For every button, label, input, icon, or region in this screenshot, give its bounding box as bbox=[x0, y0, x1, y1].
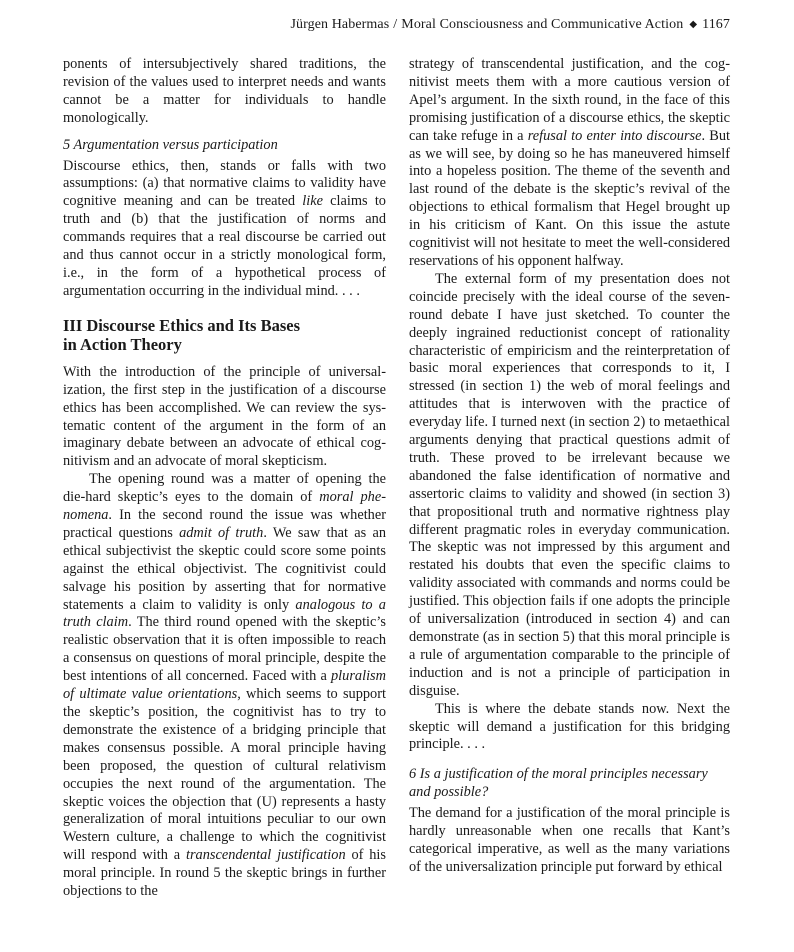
section-title: III Discourse Ethics and Its Bases in Action Theory bbox=[63, 315, 300, 354]
paragraph-external-form: The external form of my presentation does not coincide precisely with the ideal course of the seven-round debate I have just sketched. To counter the deeply ingrained reductionist concept of rationality characteristic of empiricism and the reinterpretation of basic moral experiences that corresponds to it, I stressed (in section 1) the web of moral feelings and attitudes that is interwoven with the practice of everyday life. I turned next (in section 2) to metaethical arguments denying that practical questions admit of truth. These proved to be irrelevant because we abandoned the false identification of normative and assertoric claims to validity and showed (in section 3) that propositional truth and normative rightness play different pragmatic roles in everyday communication. The skeptic was not impressed by this argument and restated his doubts that even the specific claims to validity associated with commands and norms could be justified. This objection fails if one adopts the principle of universalization (introduced in section 4) and can demonstrate (as in section 5) that this moral principle is a rule of argumentation comparable to the principle of induction and is not a principle of participation in disguise. bbox=[409, 270, 730, 699]
subsection-heading-6: 6 Is a justification of the moral principles necessary and possible? bbox=[409, 766, 708, 801]
paragraph-discourse-ethics: Discourse ethics, then, stands or falls with two assumptions: (a) that normative claims to validity have cognitive meaning and can be treated like claims to truth and (b) that the justification of norms and commands requires that a real discourse be carried out and thus cannot occur in a strictly monological form, i.e., in the form of a hypothetical process of argumentation occurring in the individual mind. . . . bbox=[63, 157, 386, 299]
right-column bbox=[409, 56, 730, 877]
header-title: Moral Consciousness and Communicative Action bbox=[401, 17, 684, 32]
paragraph-continuation: ponents of intersubjectively shared traditions, the revision of the values used to interpret needs and wants cannot be a matter for individuals to handle monologically. bbox=[63, 56, 386, 126]
running-header bbox=[290, 17, 730, 33]
paragraph-debate-stands: This is where the debate stands now. Next the skeptic will demand a justification for this bridging principle. . . . bbox=[409, 700, 730, 753]
paragraph-opening-round: The opening round was a matter of opening the die-hard skeptic’s eyes to the domain of moral phenomena. In the second round the issue was whether practical questions admit of truth. We saw that as an ethical subjectivist the skeptic could score some points against the ethical objectivist. The cognitivist could salvage his position by asserting that for normative statements a claim to validity is only analogous to a truth claim. The third round opened with the skeptic’s realistic observation that it is often impossible to reach a consensus on questions of moral principle, despite the best intentions of all concerned. Faced with a pluralism of ultimate value orientations, which seems to support the skeptic’s position, the cognitivist has to try to demonstrate the existence of a bridging principle that makes consensus possible. A moral principle having been proposed, the question of cultural relativism occupies the next round of the argumentation. The skeptic voices the objection that (U) represents a hasty generalization of moral intuitions peculiar to our own Western culture, a challenge to which the cognitivist will respond with a transcendental justification of his moral principle. In round 5 the skeptic brings in further objections to the bbox=[63, 471, 387, 900]
paragraph-demand-justification: The demand for a justification of the moral principle is hardly unreasonable when one recalls that Kant’s categorical imperative, as well as the many variations of the universalization principle put forward by ethical bbox=[409, 805, 730, 875]
paragraph-universalization: With the introduction of the principle of universalization, the first step in the justification of a discourse ethics has been accomplished. We can review the systematic content of the argument in the form of an imaginary debate between an advocate of ethical cognitivism and an advocate of moral skepticism. bbox=[63, 363, 386, 470]
header-separator: / bbox=[393, 17, 398, 32]
header-author: Jürgen Habermas bbox=[290, 17, 390, 32]
paragraph-transcendental-strategy: strategy of transcendental justification, and the cognitivist meets them with a more cautious version of Apel’s argument. In the sixth round, in the face of this promising justification of a discourse ethics, the skeptic can take refuge in a refusal to enter into discourse. But as we will see, by doing so he has maneuvered himself into a hopeless position. The theme of the seventh and last round of the debate is the skeptic’s revival of the objections to ethical formalism that Hegel brought up in his criticism of Kant. On this issue the astute cognitivist will not hesitate to meet the well-considered reservations of his opponent halfway. bbox=[409, 56, 730, 269]
left-column bbox=[63, 56, 386, 901]
page-number: 1167 bbox=[702, 17, 730, 32]
subsection-heading-5: 5 Argumentation versus participation bbox=[63, 136, 278, 153]
diamond-icon: ◆ bbox=[689, 19, 698, 30]
